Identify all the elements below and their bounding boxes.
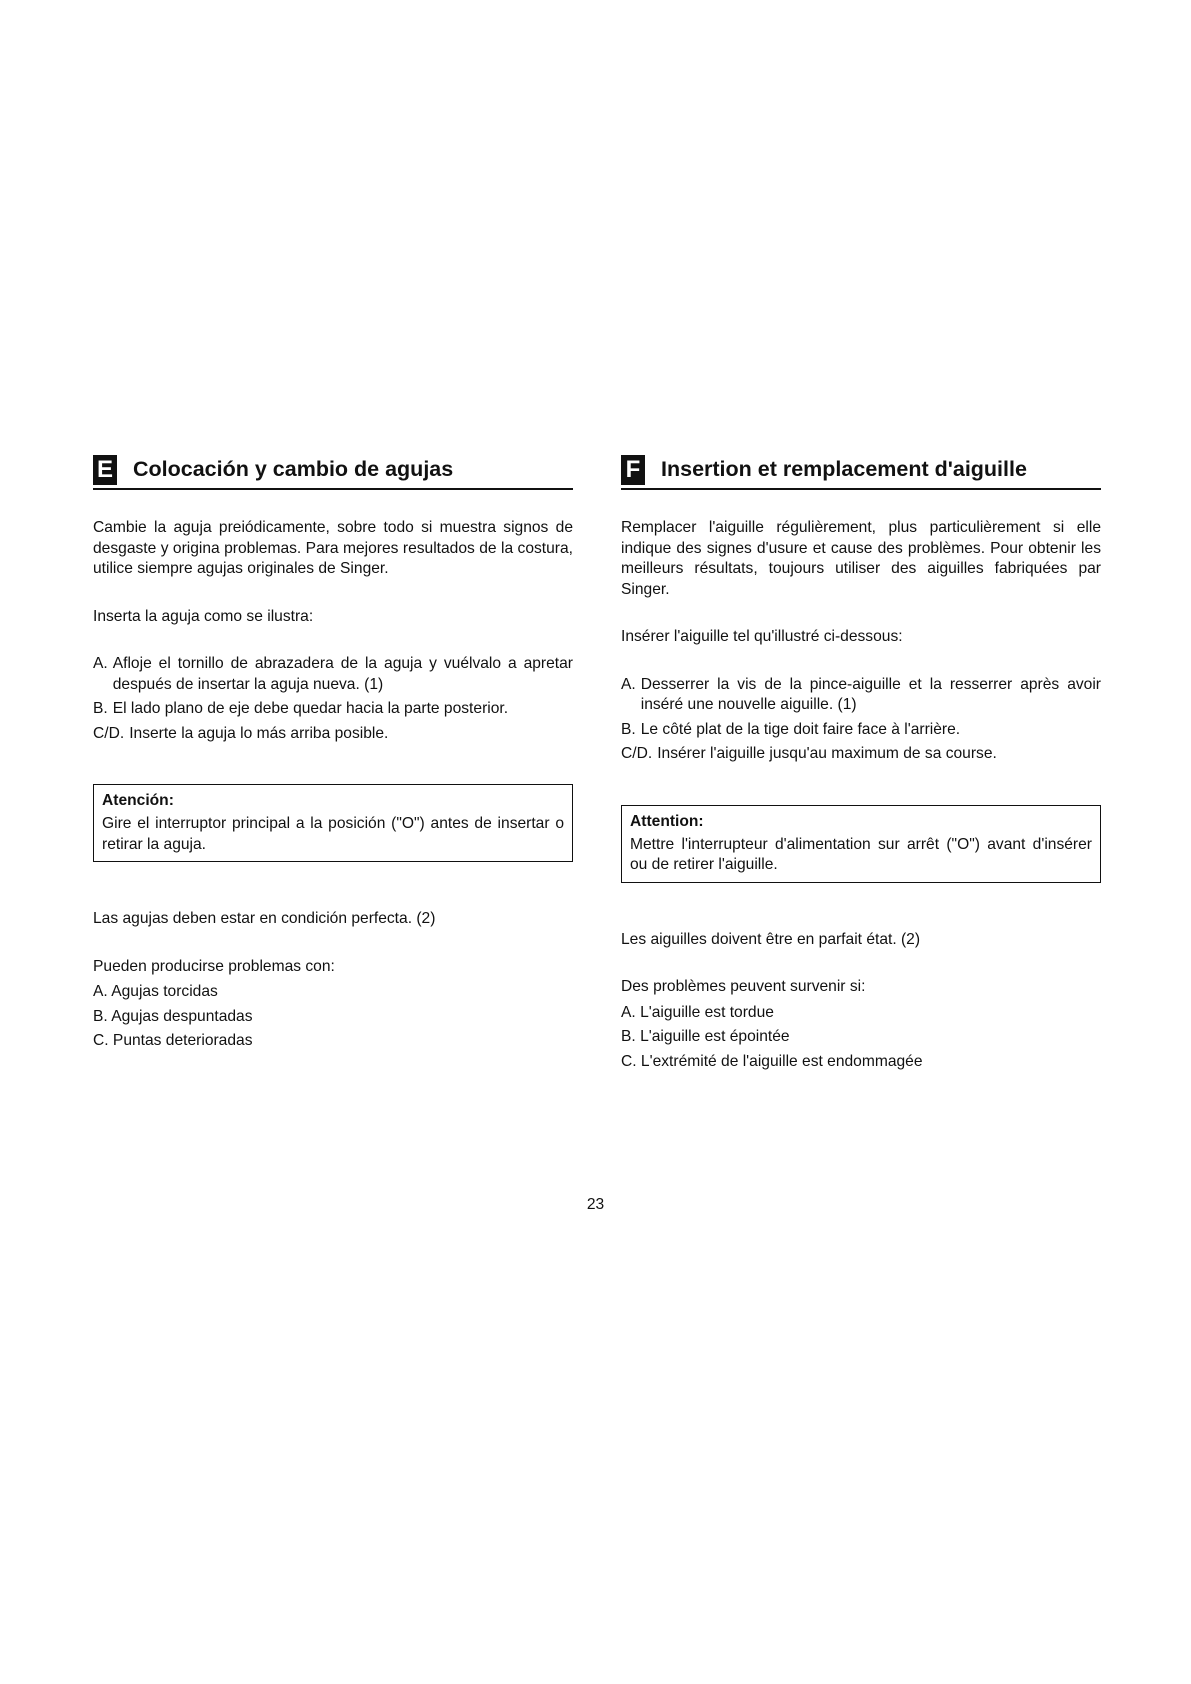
step-marker: B. bbox=[93, 700, 108, 717]
problems-list bbox=[93, 980, 573, 1054]
problem-item: C. L'extrémité de l'aiguille est endommagée bbox=[621, 1052, 923, 1070]
condition-text: Les aiguilles doivent être en parfait état. (2) bbox=[621, 930, 921, 948]
step-item bbox=[621, 675, 1101, 716]
intro-paragraph: Cambie la aguja preiódicamente, sobre todo si muestra signos de desgaste y origina problemas. Para mejores resultados de la costura, utilice siempre agujas originales de Singer. bbox=[93, 519, 573, 577]
step-item bbox=[93, 654, 573, 695]
step-item bbox=[621, 720, 1101, 741]
steps-list bbox=[621, 675, 1101, 765]
step-item bbox=[93, 699, 573, 720]
intro-paragraph: Remplacer l'aiguille régulièrement, plus particulièrement si elle indique des signes d'usure et cause des problèmes. Pour obtenir les meilleurs résultats, toujours utiliser des aiguilles fabriquées par Singer. bbox=[621, 519, 1101, 598]
problems-list bbox=[621, 1001, 1101, 1075]
step-text: Afloje el tornillo de abrazadera de la aguja y vuélvalo a apretar después de insertar la aguja nueva. (1) bbox=[112, 655, 573, 693]
problem-item: A. L'aiguille est tordue bbox=[621, 1003, 774, 1021]
spanish-heading bbox=[93, 452, 573, 490]
language-badge-f: F bbox=[621, 455, 645, 485]
step-marker: C/D. bbox=[93, 724, 125, 742]
attention-box bbox=[93, 784, 573, 862]
step-marker: C/D. bbox=[621, 745, 653, 762]
step-text: Inserte la aguja lo más arriba posible. bbox=[129, 724, 389, 742]
page-number: 23 bbox=[586, 1196, 605, 1213]
section-title: Insertion et remplacement d'aiguille bbox=[661, 457, 1027, 481]
section-title: Colocación y cambio de agujas bbox=[133, 457, 454, 481]
problem-item: C. Puntas deterioradas bbox=[93, 1032, 253, 1049]
step-text: Desserrer la vis de la pince-aiguille et la resserrer après avoir inséré une nouvelle aiguille. (1) bbox=[640, 675, 1101, 713]
french-heading bbox=[621, 452, 1101, 490]
step-text: El lado plano de eje debe quedar hacia la parte posterior. bbox=[112, 700, 509, 717]
step-item bbox=[93, 724, 573, 745]
problem-item: A. Agujas torcidas bbox=[93, 983, 218, 1000]
attention-title: Atención: bbox=[102, 792, 174, 809]
french-column bbox=[621, 452, 1101, 1074]
step-marker: A. bbox=[621, 675, 636, 693]
problems-intro: Pueden producirse problemas con: bbox=[93, 957, 335, 975]
step-marker: B. bbox=[621, 720, 636, 738]
problem-item: B. Agujas despuntadas bbox=[93, 1007, 253, 1025]
attention-box bbox=[621, 805, 1101, 883]
spanish-column bbox=[93, 452, 573, 1054]
insert-instruction: Insérer l'aiguille tel qu'illustré ci-dessous: bbox=[621, 628, 903, 645]
attention-text: Mettre l'interrupteur d'alimentation sur arrêt ("O") avant d'insérer ou de retirer l'aiguille. bbox=[630, 835, 1092, 873]
step-text: Le côté plat de la tige doit faire face à l'arrière. bbox=[640, 720, 961, 738]
insert-instruction: Inserta la aguja como se ilustra: bbox=[93, 607, 314, 625]
problem-item: B. L'aiguille est épointée bbox=[621, 1028, 790, 1045]
problems-intro: Des problèmes peuvent survenir si: bbox=[621, 978, 866, 995]
attention-title: Attention: bbox=[630, 812, 704, 830]
step-text: Insérer l'aiguille jusqu'au maximum de sa course. bbox=[657, 745, 997, 762]
attention-text: Gire el interruptor principal a la posición ("O") antes de insertar o retirar la aguja. bbox=[102, 815, 564, 853]
language-badge-e: E bbox=[93, 455, 117, 485]
step-marker: A. bbox=[93, 655, 108, 672]
steps-list bbox=[93, 654, 573, 744]
step-item bbox=[621, 744, 1101, 765]
condition-text: Las agujas deben estar en condición perfecta. (2) bbox=[93, 910, 436, 927]
